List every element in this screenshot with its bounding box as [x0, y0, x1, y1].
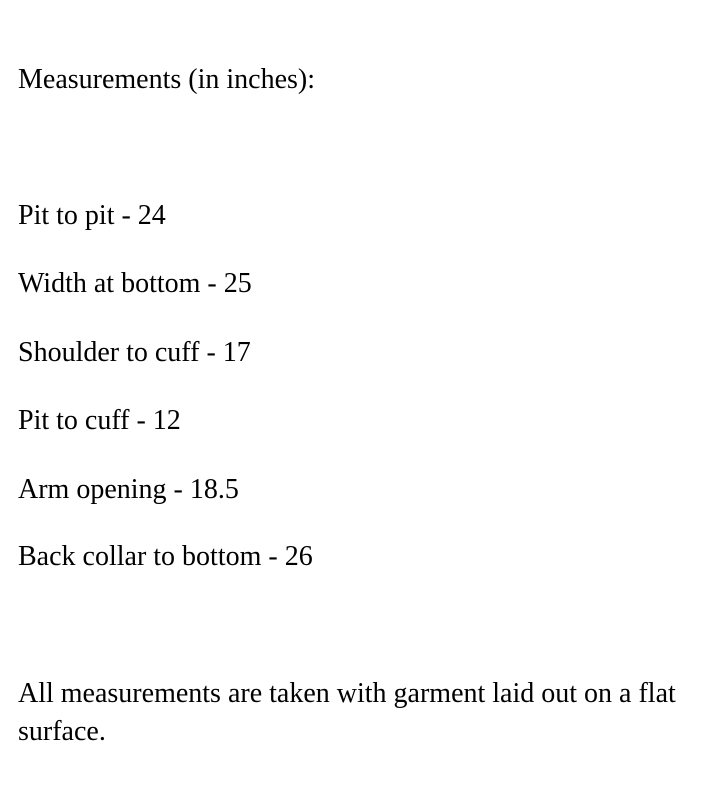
measurement-pit-to-pit: Pit to pit - 24 — [18, 200, 166, 231]
measurements-heading: Measurements (in inches): — [18, 64, 316, 95]
measurement-pit-to-cuff: Pit to cuff - 12 — [18, 405, 181, 436]
measurement-arm-opening: Arm opening - 18.5 — [18, 474, 239, 505]
measurement-width-at-bottom: Width at bottom - 25 — [18, 268, 252, 299]
measurement-shoulder-to-cuff: Shoulder to cuff - 17 — [18, 337, 251, 368]
measurement-back-collar-to-bottom: Back collar to bottom - 26 — [18, 541, 313, 572]
measurement-note: All measurements are taken with garment laid out on a flat surface. — [18, 678, 676, 747]
